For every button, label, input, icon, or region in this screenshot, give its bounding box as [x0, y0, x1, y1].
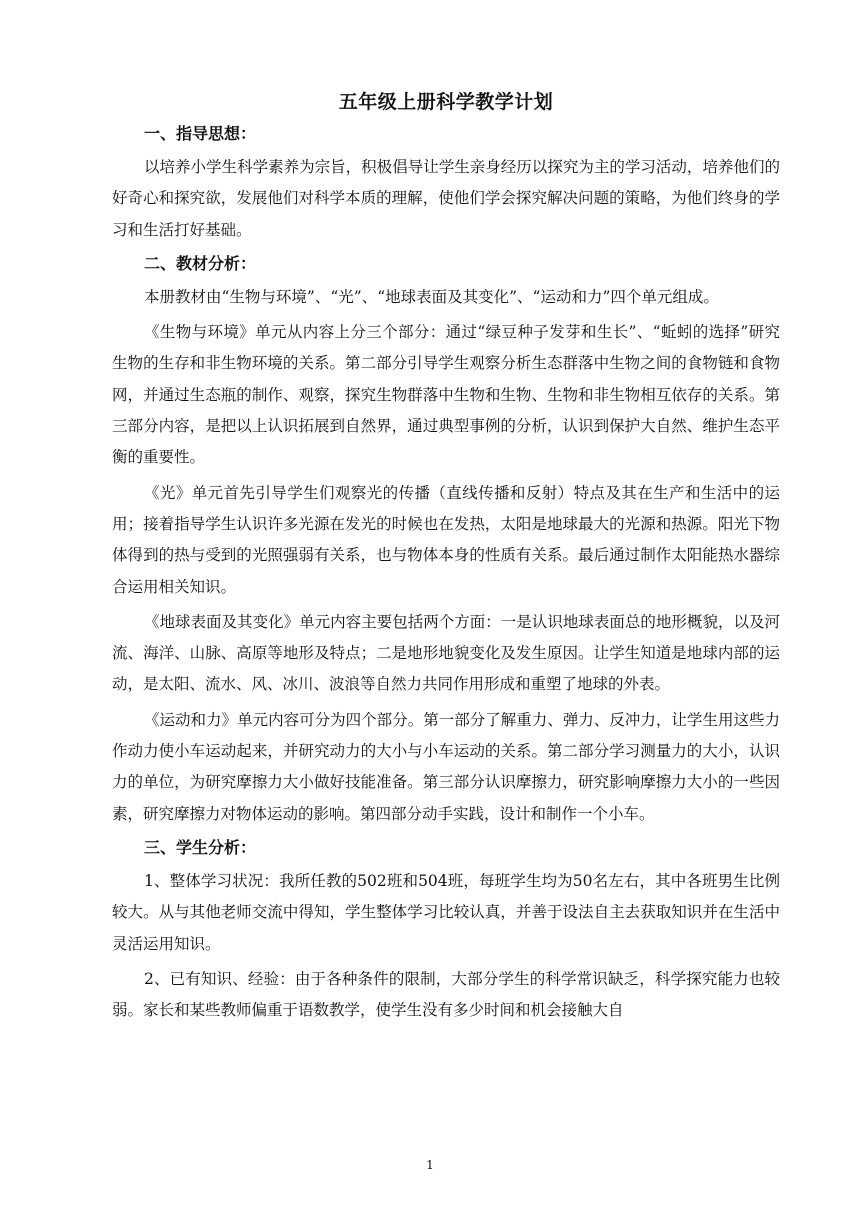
- section-heading-guiding-thought: 一、指导思想：: [144, 124, 257, 143]
- paragraph: 本册教材由“生物与环境”、“光”、“地球表面及其变化”、“运动和力”四个单元组成。: [144, 287, 719, 306]
- paragraph: 《运动和力》单元内容可分为四个部分。第一部分了解重力、弹力、反冲力，让学生用这些力作动力使小车运动起来，并研究动力的大小与小车运动的关系。第二部分学习测量力的大小，认识力的单位，为研究摩擦力大小做好技能准备。第三部分认识摩擦力，研究影响摩擦力大小的一些因素，研究摩擦力对物体运动的影响。第四部分动手实践，设计和制作一个小车。: [112, 710, 780, 823]
- paragraph: 《生物与环境》单元从内容上分三个部分：通过“绿豆种子发芽和生长”、“蚯蚓的选择”研究生物的生存和非生物环境的关系。第二部分引导学生观察分析生态群落中生物之间的食物链和食物网，并通过生态瓶的制作、观察，探究生物群落中生物和生物、生物和非生物相互依存的关系。第三部分内容，是把以上认识拓展到自然界，通过典型事例的分析，认识到保护大自然、维护生态平衡的重要性。: [112, 323, 780, 467]
- document-title: 五年级上册科学教学计划: [338, 91, 554, 113]
- section-heading-textbook-analysis: 二、教材分析：: [144, 253, 257, 273]
- section-heading-student-analysis: 三、学生分析：: [144, 837, 257, 857]
- paragraph: 《光》单元首先引导学生们观察光的传播（直线传播和反射）特点及其在生产和生活中的运用；接着指导学生认识许多光源在发光的时候也在发热，太阳是地球最大的光源和热源。阳光下物体得到的热与受到的光照强弱有关系，也与物体本身的性质有关系。最后通过制作太阳能热水器综合运用相关知识。: [112, 483, 780, 596]
- document-page: [112, 88, 780, 1030]
- paragraph: 2、已有知识、经验：由于各种条件的限制，大部分学生的科学常识缺乏，科学探究能力也较弱。家长和某些教师偏重于语数教学，使学生没有多少时间和机会接触大自: [112, 969, 780, 1020]
- paragraph: 《地球表面及其变化》单元内容主要包括两个方面：一是认识地球表面总的地形概貌，以及河流、海洋、山脉、高原等地形及特点；二是地形地貌变化及发生原因。让学生知道是地球内部的运动，是太阳、流水、风、冰川、波浪等自然力共同作用形成和重塑了地球的外表。: [112, 612, 780, 694]
- page-number: 1: [426, 1158, 434, 1172]
- paragraph: 以培养小学生科学素养为宗旨，积极倡导让学生亲身经历以探究为主的学习活动，培养他们的好奇心和探究欲，发展他们对科学本质的理解，使他们学会探究解决问题的策略，为他们终身的学习和生活打好基础。: [112, 158, 780, 239]
- paragraph: 1、整体学习状况：我所任教的502班和504班，每班学生均为50名左右，其中各班男生比例较大。从与其他老师交流中得知，学生整体学习比较认真，并善于设法自主去获取知识并在生活中灵活运用知识。: [112, 871, 780, 953]
